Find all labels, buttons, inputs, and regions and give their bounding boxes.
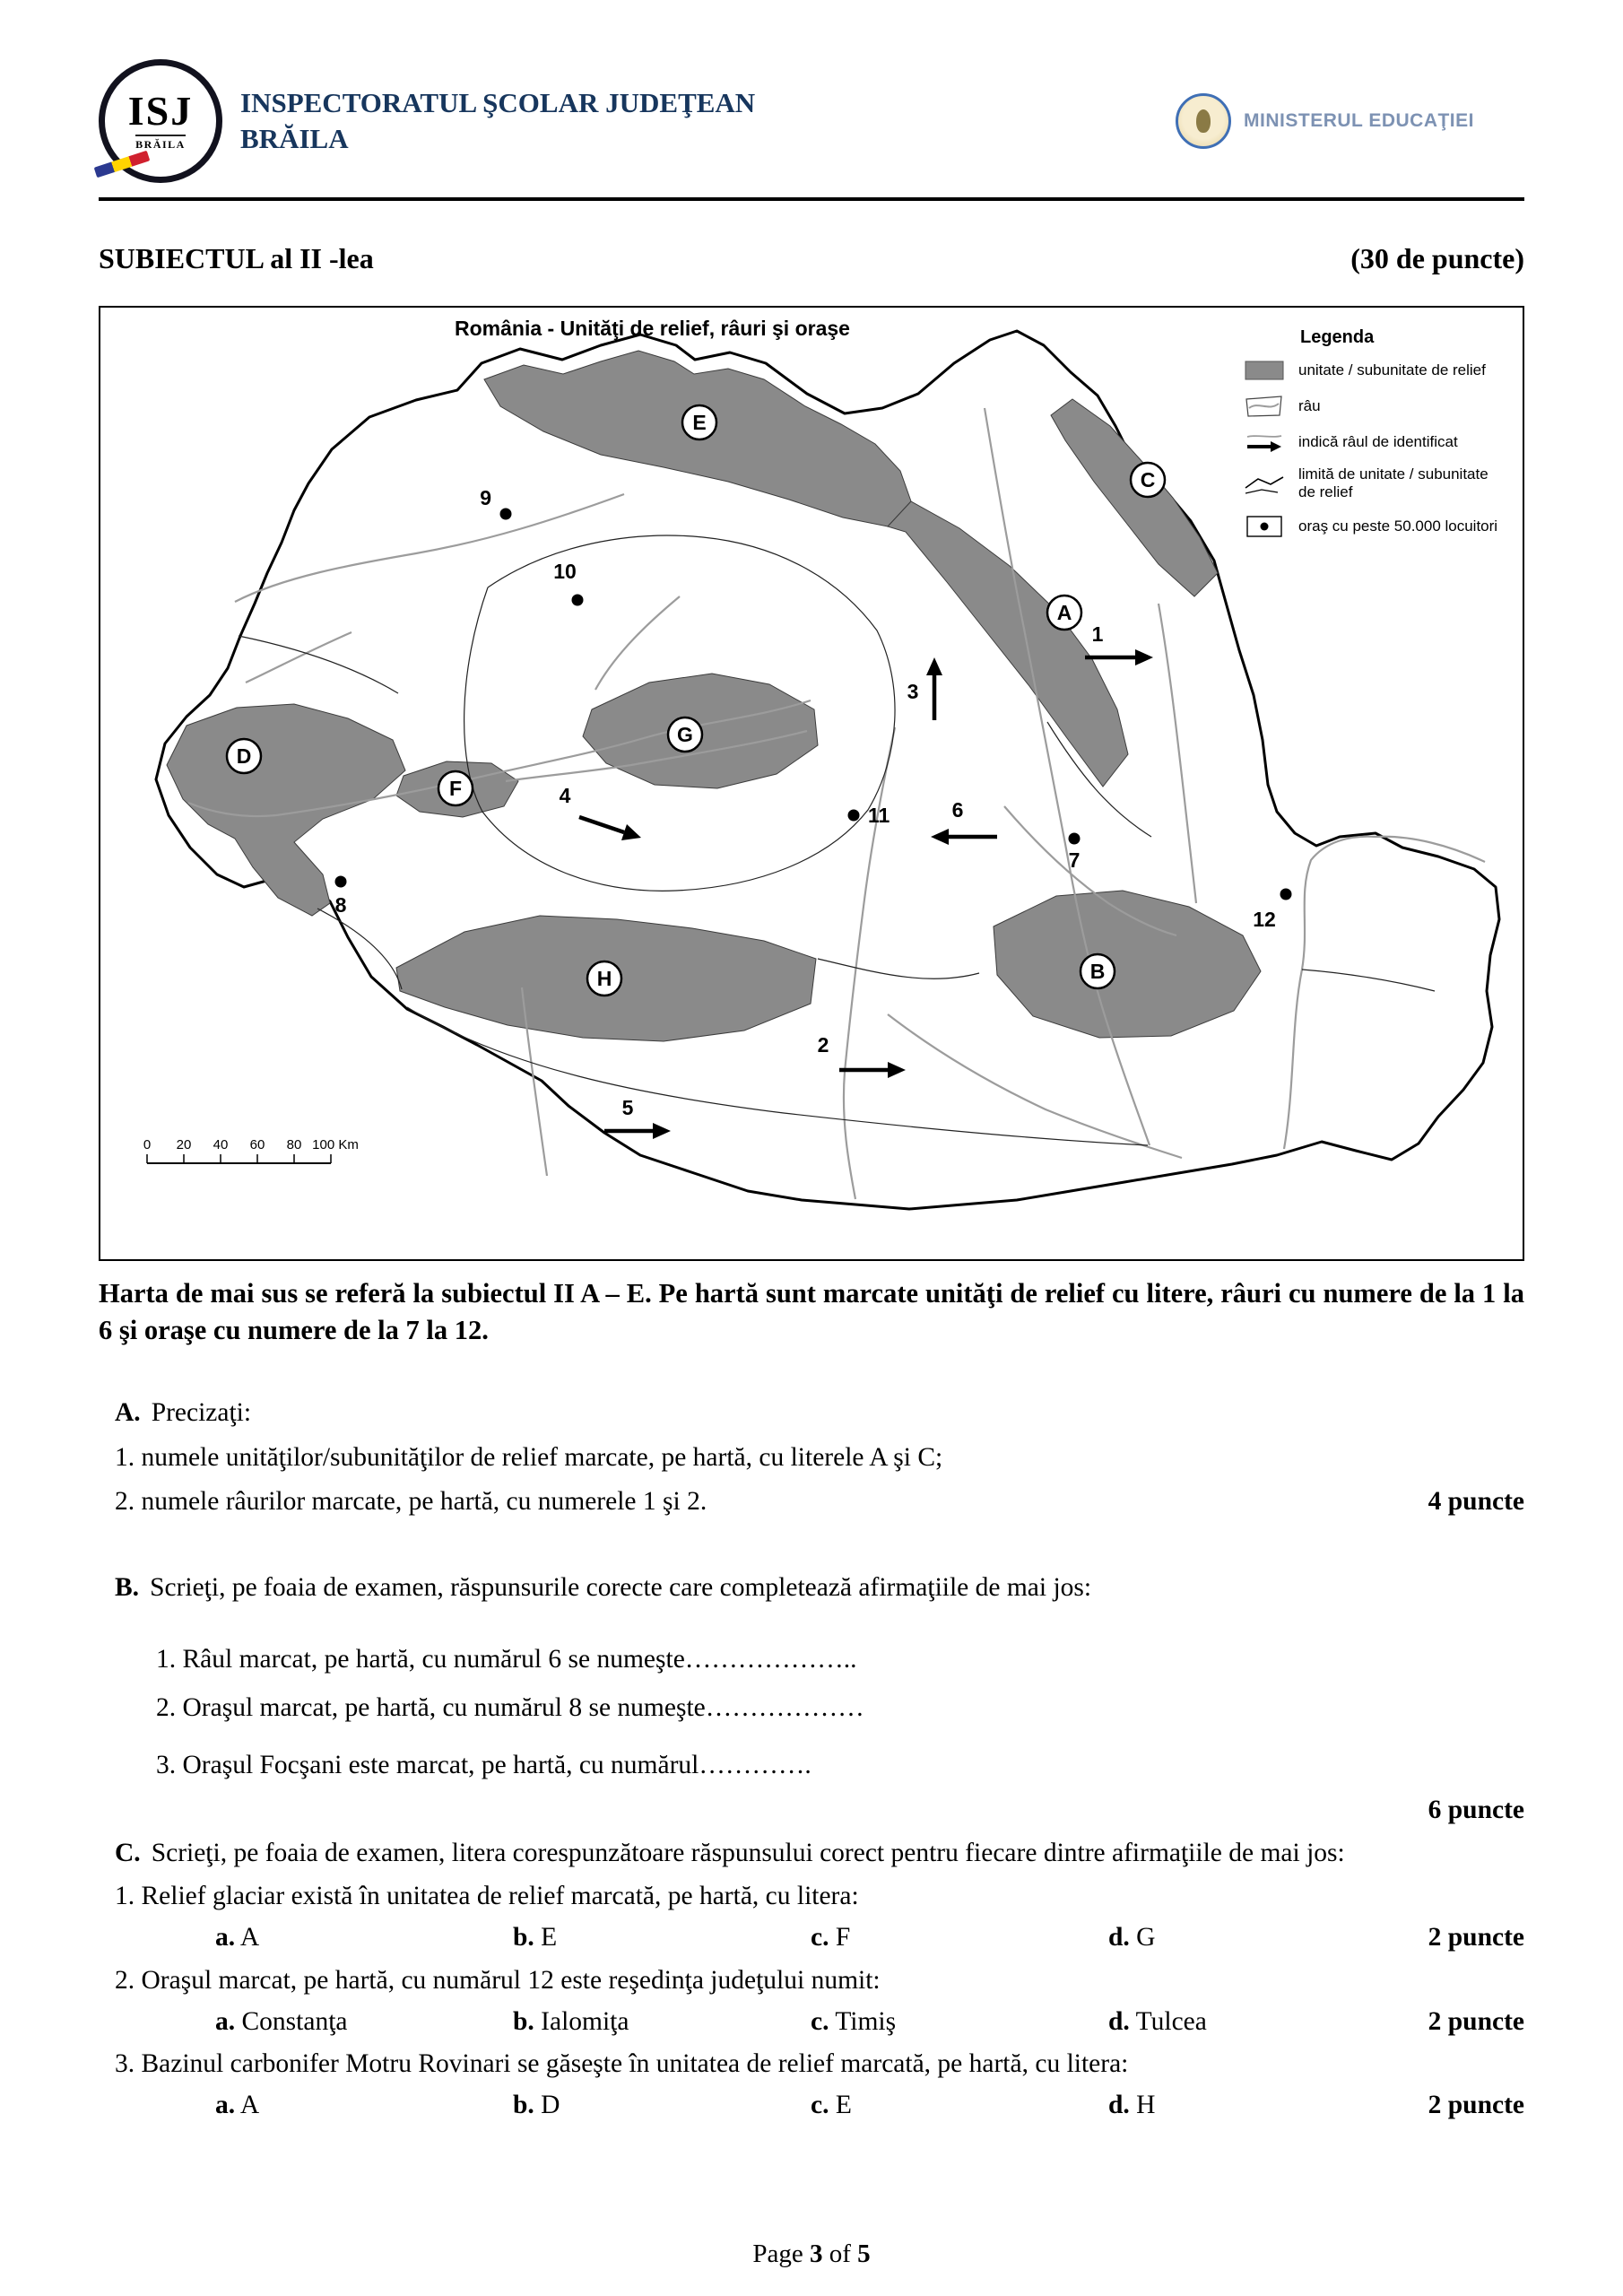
option-letter: b.	[513, 2006, 534, 2036]
option-value: E	[835, 2091, 852, 2120]
section-c-question-1: 1. Relief glaciar există în unitatea de relief marcată, pe hartă, cu litera:	[115, 1882, 859, 1911]
section-c-q1-options	[215, 1920, 1524, 1956]
unit-marker-F	[438, 771, 473, 805]
footer-pre: Page	[752, 2239, 803, 2268]
unit-letter-E: E	[692, 411, 707, 434]
city-label-8: 8	[334, 893, 347, 917]
city-dot-7	[1069, 833, 1081, 845]
section-a-head	[115, 1396, 1524, 1431]
option-value: H	[1136, 2091, 1156, 2120]
option-value: Constanţa	[241, 2006, 348, 2036]
option-letter: b.	[513, 2091, 534, 2120]
legend-title: Legenda	[1300, 327, 1375, 347]
option-d	[1108, 2088, 1406, 2124]
section-c-question-3: 3. Bazinul carbonifer Motru Rovinari se găseşte în unitatea de relief marcată, pe hartă, cu litera:	[115, 2049, 1129, 2079]
city-label-9: 9	[480, 486, 491, 509]
unit-letter-A: A	[1056, 601, 1072, 624]
option-c	[811, 2088, 1108, 2124]
map-legend	[1241, 326, 1517, 552]
section-c-q1-points: 2 puncte	[1428, 1923, 1524, 1952]
section-a-points: 4 puncte	[1428, 1487, 1524, 1517]
section-b-item-3: 3. Oraşul Focşani este marcat, pe hartă, cu numărul………….	[156, 1750, 812, 1779]
map-title: România - Unităţi de relief, râuri şi oraşe	[455, 317, 850, 340]
legend-item-city	[1241, 514, 1517, 539]
map-caption: Harta de mai sus se referă la subiectul II A – E. Pe hartă sunt marcate unităţi de relief cu litere, râuri cu numere de la 1 la 6 şi oraşe cu numere de la 7 la 12.	[99, 1278, 1524, 1345]
option-b	[513, 1920, 811, 1956]
subject-title: SUBIECTUL al II -lea	[99, 242, 374, 274]
city-dot-9	[500, 509, 512, 520]
city-label-10: 10	[553, 560, 577, 583]
legend-arrow-icon	[1241, 430, 1288, 454]
unit-marker-G	[668, 718, 702, 752]
section-b-item-1: 1. Râul marcat, pe hartă, cu numărul 6 se numeşte………………..	[156, 1644, 857, 1674]
section-c-q2-options	[215, 2005, 1524, 2040]
option-c	[811, 1920, 1108, 1956]
option-d	[1108, 1920, 1406, 1956]
section-a-intro: Precizaţi:	[151, 1397, 252, 1427]
unit-marker-H	[587, 961, 621, 996]
legend-item-arrow	[1241, 430, 1517, 454]
section-b-points: 6 puncte	[1428, 1796, 1524, 1825]
ministry-logo	[1176, 93, 1231, 149]
section-b-items	[156, 1642, 1524, 1783]
option-letter: c.	[811, 2006, 829, 2036]
section-a-item-1	[115, 1440, 1524, 1476]
romania-map-figure	[99, 306, 1524, 1261]
option-value: Timiş	[835, 2006, 897, 2036]
section-a-item-2-text: 2. numele râurilor marcate, pe hartă, cu numerele 1 şi 2.	[115, 1487, 707, 1517]
unit-letter-C: C	[1140, 468, 1156, 491]
option-value: A	[239, 1923, 260, 1952]
city-label-12: 12	[1253, 908, 1276, 931]
option-letter: a.	[215, 2006, 236, 2036]
header-divider	[99, 197, 1524, 201]
option-value: F	[835, 1923, 851, 1952]
city-dot-11	[848, 810, 860, 822]
option-letter: a.	[215, 2091, 236, 2120]
city-label-11: 11	[868, 804, 890, 827]
city-dot-12	[1280, 889, 1292, 900]
option-a	[215, 2088, 513, 2124]
section-a-item-2	[115, 1484, 1524, 1520]
tricolor-ribbon-icon	[94, 151, 151, 178]
river-label-2: 2	[817, 1033, 829, 1057]
unit-letter-G: G	[677, 723, 693, 746]
option-letter: c.	[811, 2091, 829, 2120]
legend-river-icon	[1241, 394, 1288, 419]
legend-item-relief	[1241, 359, 1517, 382]
river-label-6: 6	[951, 798, 964, 822]
scale-tick-100: 100 Km	[312, 1137, 359, 1152]
isj-logo-city: BRĂILA	[135, 135, 186, 152]
option-a	[215, 1920, 513, 1956]
legend-item-limit	[1241, 465, 1517, 502]
legend-river-label: râu	[1298, 396, 1321, 414]
legend-relief-swatch-icon	[1241, 359, 1288, 382]
section-b-intro: Scrieţi, pe foaia de examen, răspunsurile corecte care completează afirmaţiile de mai jos:	[150, 1573, 1092, 1603]
legend-limit-label: limită de unitate / subunitate de relief	[1298, 465, 1488, 501]
city-label-7: 7	[1068, 848, 1081, 872]
unit-marker-C	[1131, 463, 1165, 497]
scale-tick-80: 80	[286, 1137, 302, 1152]
option-letter: b.	[513, 1923, 534, 1952]
legend-item-river	[1241, 394, 1517, 419]
river-label-4: 4	[559, 784, 571, 807]
option-a	[215, 2005, 513, 2040]
scale-tick-20: 20	[176, 1137, 192, 1152]
section-b-item-2: 2. Oraşul marcat, pe hartă, cu numărul 8 se numeşte………………	[156, 1692, 864, 1722]
org-line1: INSPECTORATUL ŞCOLAR JUDEŢEAN	[240, 86, 756, 118]
unit-letter-H: H	[596, 967, 612, 990]
footer-page-number: 3	[809, 2239, 823, 2268]
scale-tick-60: 60	[249, 1137, 265, 1152]
unit-marker-B	[1081, 954, 1115, 988]
section-a	[115, 1396, 1524, 1520]
exam-sections	[115, 1396, 1524, 2124]
section-a-label: A.	[115, 1397, 141, 1427]
option-letter: d.	[1108, 2091, 1130, 2120]
legend-city-label: oraş cu peste 50.000 locuitori	[1298, 517, 1498, 535]
option-value: D	[541, 2091, 560, 2120]
option-d	[1108, 2005, 1406, 2040]
org-line2: BRĂILA	[240, 123, 349, 154]
subject-points: (30 de puncte)	[1350, 242, 1524, 274]
unit-letter-D: D	[236, 744, 252, 768]
section-b-head	[115, 1570, 1524, 1606]
option-b	[513, 2005, 811, 2040]
section-c-question-2: 2. Oraşul marcat, pe hartă, cu numărul 12 este reşedinţa judeţului numit:	[115, 1965, 881, 1995]
city-dot-10	[572, 595, 584, 606]
subject-row	[99, 242, 1524, 275]
option-letter: a.	[215, 1923, 236, 1952]
river-label-3: 3	[907, 680, 919, 703]
city-dot-8	[335, 876, 347, 888]
isj-logo-acronym: ISJ	[127, 88, 194, 134]
option-letter: c.	[811, 1923, 829, 1952]
page-footer	[0, 2239, 1623, 2269]
footer-total-pages: 5	[857, 2239, 871, 2268]
legend-city-icon	[1241, 514, 1288, 539]
unit-letter-B: B	[1089, 960, 1106, 983]
scale-bar	[143, 1137, 359, 1163]
scale-tick-0: 0	[143, 1137, 152, 1152]
option-value: Tulcea	[1135, 2006, 1207, 2036]
ministry-eagle-icon	[1196, 109, 1211, 133]
unit-marker-D	[227, 739, 261, 773]
option-value: G	[1136, 1923, 1156, 1952]
option-c	[811, 2005, 1108, 2040]
page-header	[99, 50, 1524, 192]
section-c-intro: Scrieţi, pe foaia de examen, litera corespunzătoare răspunsului corect pentru fiecare dintre afirmaţiile de mai jos:	[151, 1839, 1345, 1868]
legend-relief-label: unitate / subunitate de relief	[1298, 361, 1486, 378]
option-value: A	[239, 2091, 260, 2120]
legend-arrow-label: indică râul de identificat	[1298, 432, 1458, 450]
section-c-q3-points: 2 puncte	[1428, 2091, 1524, 2120]
legend-limit-icon	[1241, 472, 1288, 495]
option-b	[513, 2088, 811, 2124]
section-c-q3-options	[215, 2088, 1524, 2124]
footer-mid: of	[829, 2239, 851, 2268]
section-c	[115, 1836, 1524, 2124]
river-label-5: 5	[621, 1096, 634, 1119]
unit-letter-F: F	[448, 777, 463, 800]
option-value: E	[541, 1923, 558, 1952]
ministry-name: MINISTERUL EDUCAŢIEI	[1244, 110, 1474, 131]
section-b	[115, 1570, 1524, 1825]
header-left	[99, 59, 755, 183]
unit-marker-E	[682, 405, 716, 439]
scale-tick-40: 40	[213, 1137, 229, 1152]
section-c-label: C.	[115, 1839, 141, 1868]
section-c-q2-points: 2 puncte	[1428, 2006, 1524, 2036]
header-right	[1176, 93, 1474, 149]
unit-marker-A	[1047, 596, 1081, 630]
section-c-head	[115, 1836, 1524, 1872]
option-letter: d.	[1108, 1923, 1130, 1952]
section-a-item-1-text: 1. numele unităţilor/subunităţilor de relief marcate, pe hartă, cu literele A şi C;	[115, 1442, 943, 1472]
isj-logo	[99, 59, 222, 183]
option-letter: d.	[1108, 2006, 1130, 2036]
option-value: Ialomiţa	[541, 2006, 629, 2036]
organization-name	[240, 85, 755, 158]
section-b-label: B.	[115, 1573, 140, 1603]
river-label-1: 1	[1091, 622, 1104, 646]
